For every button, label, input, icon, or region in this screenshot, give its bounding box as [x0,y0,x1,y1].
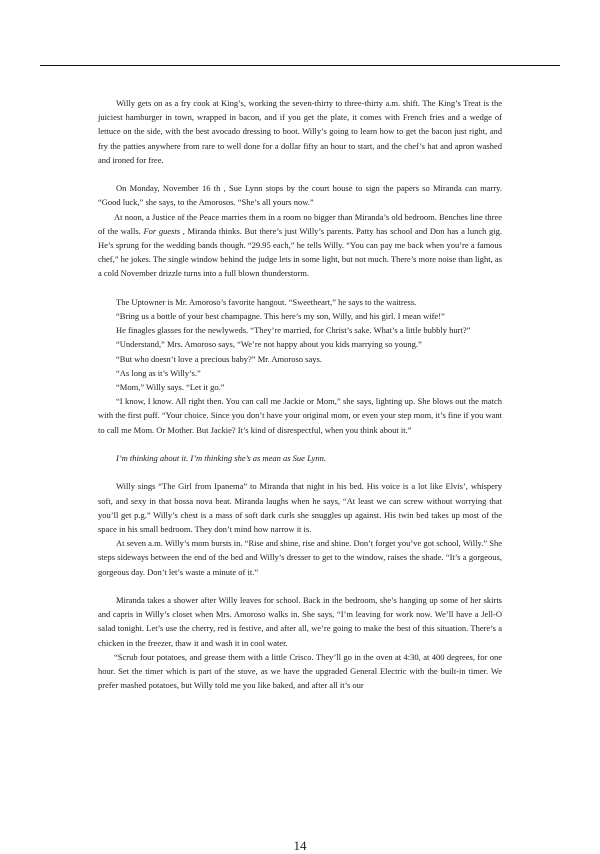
body-text [98,96,502,692]
paragraph-shower: Miranda takes a shower after Willy leaves for school. Back in the bedroom, she’s hanging up some of her skirts and capris in Willy’s closet when Mrs. Amoroso walks in. She says, “I’m leaving for work now. We’ll have a Jell-O salad tonight. Let’s use the cherry, red is festive, and after all, we’re going to make the best of this situation. There’s a chicken in the freezer, thaw it and wash it in cool water. [98,595,502,648]
paragraph-precious-baby: “But who doesn’t love a precious baby?” Mr. Amoroso says. [116,353,322,364]
wedding-text-start: At noon, a Justice of the Peace marries them in a room no bigger than Miranda’s old bedroom. Benches line three of the walls. [98,211,502,236]
paragraph-call-me-jackie: “I know, I know. All right then. You can call me Jackie or Mom,” she says, lighting up. She blows out the match with the first puff. “Your choice. Since you don’t have your original mom, or even your step mom, it’s fine if you want to call me Mom. Or Mother. But Jackie? It’s kind of disrespectful, when you think about it.” [98,396,502,435]
paragraph-potatoes: “Scrub four potatoes, and grease them with a little Crisco. They’ll go in the oven at 4:30, at 400 degrees, for one hour. Set the timer which is part of the stove, as we have the upgraded General Electric with the built-in timer. We prefer mashed potatoes, but Willy told me you like baked, and after all it’s our [98,651,502,691]
paragraph-wedding-ceremony [98,210,502,281]
header-rule [40,65,560,66]
paragraph-ipanema: Willy sings “The Girl from Ipanema” to Miranda that night in his bed. His voice is a lot like Elvis’, whispery soft, and sexy in that bossa nova beat. Miranda laughs when he says, “At least we can screw without worrying that you’ll get p.g.” Willy’s chest is a mass of soft dark curls she snuggles up against. His twin bed takes up most of the space in his small bedroom. They don’t mind how narrow it is. [98,481,502,535]
paragraph-understand: “Understand,” Mrs. Amoroso says, “We’re not happy about you kids marrying so young.” [116,339,422,350]
paragraph-uptowner: The Uptowner is Mr. Amoroso’s favorite hangout. “Sweetheart,” he says to the waitress. [116,296,417,307]
paragraph-let-it-go: “Mom,” Willy says. “Let it go.” [116,382,225,393]
paragraph-champagne: “Bring us a bottle of your best champagne. This here’s my son, Willy, and his girl. I mean wife!” [116,311,445,322]
paragraph-willy-job: Willy gets on as a fry cook at King’s, working the seven-thirty to three-thirty a.m. shift. The King’s Treat is the juiciest hamburger in town, wrapped in bacon, and if you get the plate, it comes with French fries and a wedge of lettuce on the side, with the best avocado dressing to boot. Willy’s going to learn how to get the bacon just right, and fry the patties anywhere from rare to well done for a dollar fifty an hour to start, and the chef’s hat and apron washed and ironed for free. [98,98,502,165]
paragraph-monday-courthouse: On Monday, November 16 th , Sue Lynn stops by the court house to sign the papers so Miranda can marry. “Good luck,” she says, to the Amorosos. “She’s all yours now.” [98,183,502,208]
page-number: 14 [293,838,307,853]
wedding-text-end: , Miranda thinks. But there’s just Willy’s parents. Patty has school and Don has a lunch gig. He’s sprung for the wedding bands though. “29.95 each,” he tells Willy. “You can pay me back when you’re a famous chef,” he jokes. The single window behind the judge lets in some light, but not much. There’s more noise than light, as a cold November drizzle turns into a full blown thunderstorm. [98,225,502,279]
wedding-text-italic: For guests [143,225,183,236]
paragraph-as-long-as: “As long as it’s Willy’s.” [116,367,201,378]
paragraph-seven-am: At seven a.m. Willy’s mom bursts in. “Rise and shine, rise and shine. Don’t forget you’ve got school, Willy.” She steps sideways between the end of the bed and Willy’s dresser to get to the window, raises the shade. “It’s a gorgeous, gorgeous day. Don’t let’s waste a minute of it.” [98,538,502,577]
paragraph-italic-thought [98,451,502,465]
paragraph-glasses: He finagles glasses for the newlyweds. “They’re married, for Christ’s sake. What’s a little bubbly hurt?” [116,325,471,336]
italic-thought-text: I’m thinking about it. I’m thinking she’s as mean as Sue Lynn. [116,453,326,464]
